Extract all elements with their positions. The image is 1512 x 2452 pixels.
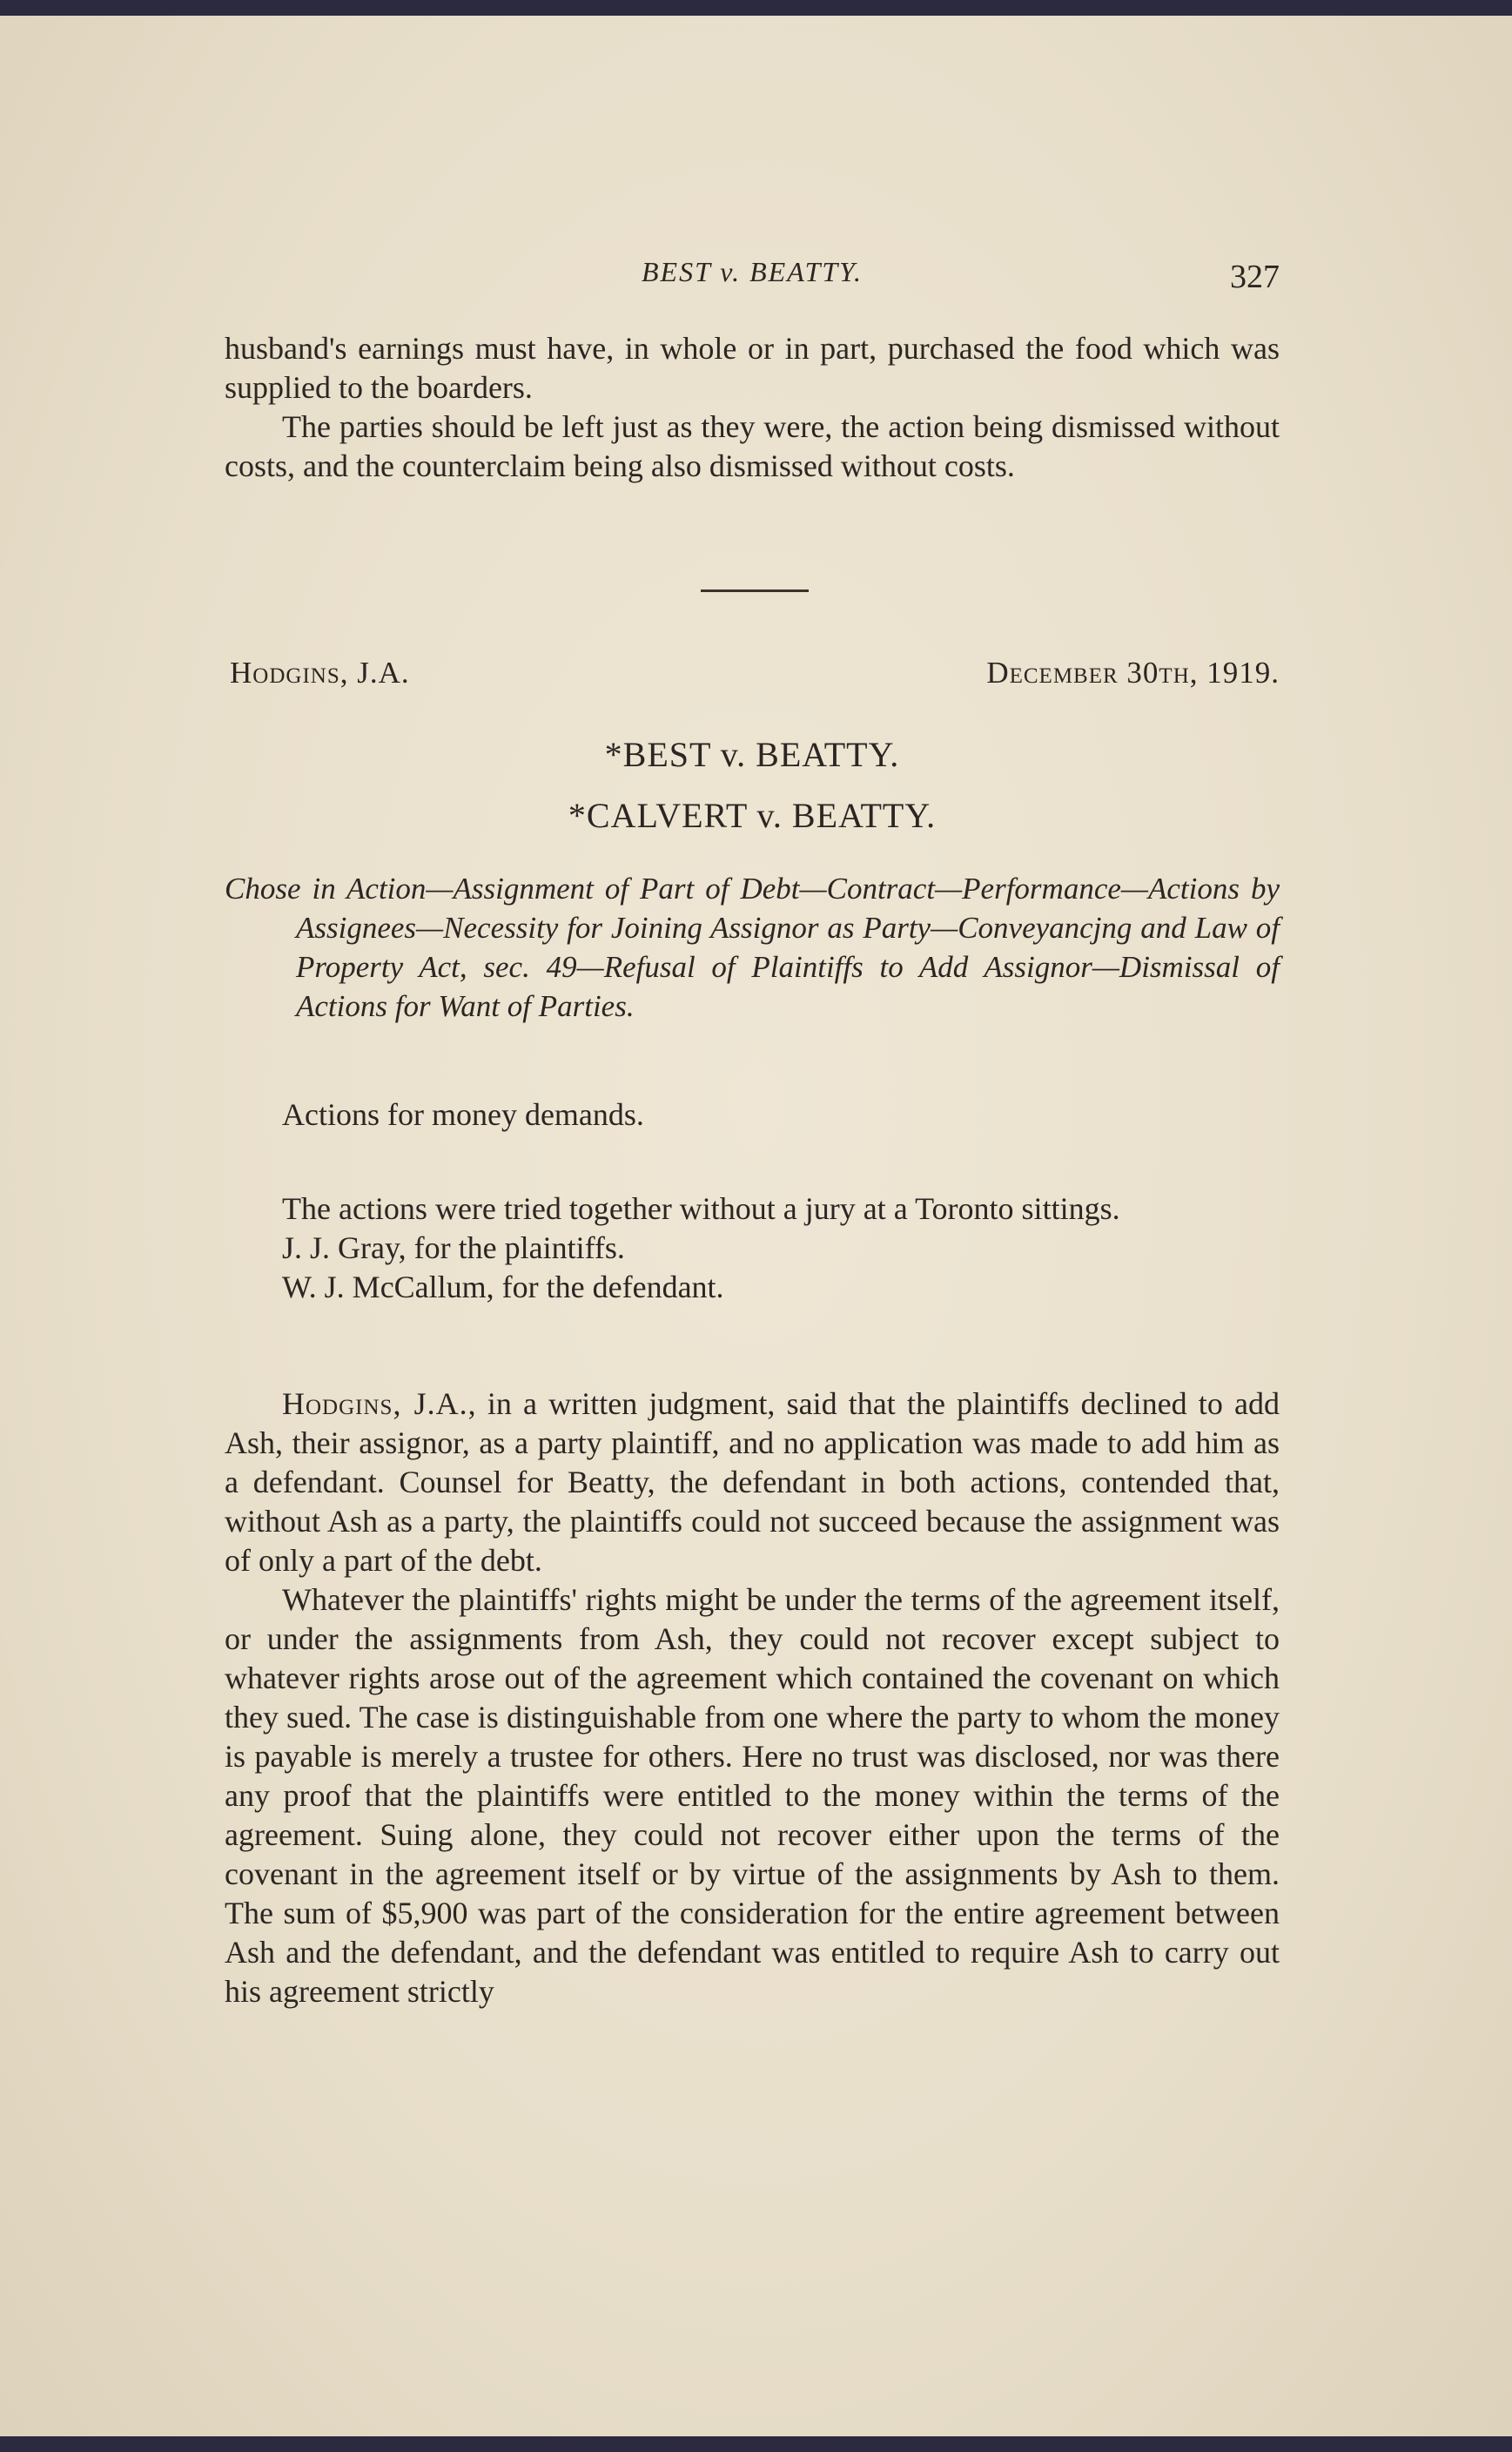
counsel-plaintiffs: J. J. Gray, for the plaintiffs. — [282, 1230, 625, 1265]
judgment-body — [225, 1384, 1280, 2011]
nature-of-action — [225, 1095, 1280, 1135]
judgment-date: December 30th, 1919. — [986, 656, 1280, 690]
headnote: Chose in Action—Assignment of Part of Debt—Contract—Performance—Actions by Assignees—Necessity for Joining Assignor as Party—Conveyancjng and Law of Property Act, sec. 49—Refusal of Plaintiffs to Add Assignor—Dismissal of Actions for Want of Parties. — [225, 872, 1280, 1023]
opening-paragraph-2: The parties should be left just as they were, the action being dismissed without costs, and the counterclaim being also dismissed without costs. — [225, 409, 1280, 483]
case-title-1: *BEST v. BEATTY. — [604, 735, 900, 774]
dateline — [225, 656, 1280, 699]
case-title-2: *CALVERT v. BEATTY. — [568, 796, 937, 835]
book-page — [0, 16, 1512, 2436]
section-divider — [701, 589, 809, 592]
trial-paragraph: The actions were tried together without a jury at a Toronto sittings. — [282, 1191, 1120, 1226]
judge-name: Hodgins, J.A. — [230, 656, 410, 690]
opening-paragraphs — [225, 329, 1280, 486]
judgment-paragraph — [225, 1384, 1280, 1580]
running-title: BEST v. BEATTY. — [641, 256, 864, 287]
trial-and-counsel — [225, 1189, 1280, 1307]
judgment-judge-name: Hodgins, J.A. — [282, 1386, 468, 1421]
whatever-paragraph: Whatever the plaintiffs' rights might be under the terms of the agreement itself, or under the assignments from Ash, they could not recover except subject to whatever rights arose out of the agreement which contained the covenant on which they sued. The case is distinguishable from one where the party to whom the money is payable is merely a trustee for others. Here no trust was disclosed, nor was there any proof that the plaintiffs were entitled to the money within the terms of the agreement. Suing alone, they could not recover either upon the terms of the covenant in the agreement itself or by virtue of the assignments by Ash to them. The sum of $5,900 was part of the consideration for the entire agreement between Ash and the defendant, and the defendant was entitled to require Ash to carry out his agreement strictly — [225, 1582, 1280, 2009]
nature-paragraph: Actions for money demands. — [282, 1097, 644, 1132]
running-header — [225, 249, 1280, 293]
page-number: 327 — [1230, 259, 1280, 295]
judgment-text: , in a written judgment, said that the plaintiffs declined to add Ash, their assignor, as a party plaintiff, and no application was made to add him as a defendant. Counsel for Beatty, the defendant in both actions, contended that, without Ash as a party, the plaintiffs could not succeed because the assignment was of only a part of the debt. — [225, 1386, 1280, 1578]
counsel-defendant: W. J. McCallum, for the defendant. — [282, 1270, 724, 1304]
opening-paragraph-1: husband's earnings must have, in whole or in part, purchased the food which was supplied to the boarders. — [225, 331, 1280, 405]
